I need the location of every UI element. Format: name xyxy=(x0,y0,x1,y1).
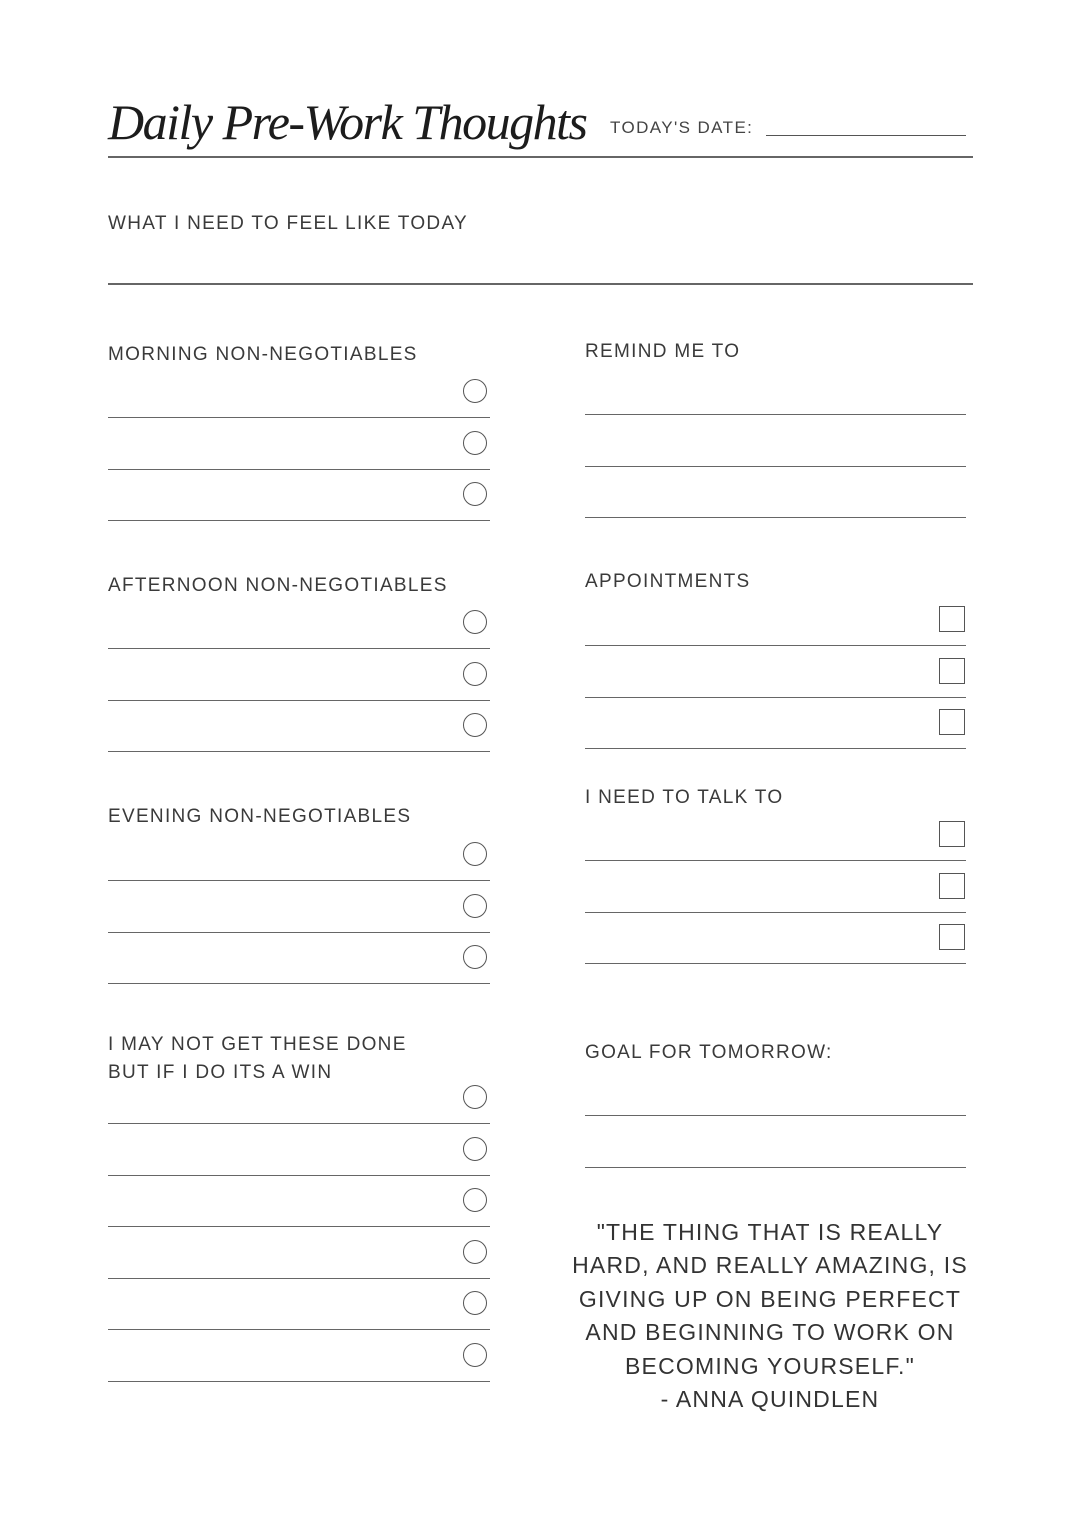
section-label-evening: EVENING NON-NEGOTIABLES xyxy=(108,806,412,827)
evening-line[interactable] xyxy=(108,932,490,933)
feel-today-label: WHAT I NEED TO FEEL LIKE TODAY xyxy=(108,213,468,234)
talk-line[interactable] xyxy=(585,963,966,964)
evening-line[interactable] xyxy=(108,983,490,984)
afternoon-line[interactable] xyxy=(108,648,490,649)
circle-checkbox-icon[interactable] xyxy=(463,713,487,737)
bonus-line[interactable] xyxy=(108,1123,490,1124)
remind-line[interactable] xyxy=(585,517,966,518)
morning-line[interactable] xyxy=(108,417,490,418)
checkbox-icon[interactable] xyxy=(939,709,965,735)
checkbox-icon[interactable] xyxy=(939,658,965,684)
morning-line[interactable] xyxy=(108,520,490,521)
circle-checkbox-icon[interactable] xyxy=(463,1240,487,1264)
section-label-appointments: APPOINTMENTS xyxy=(585,571,751,592)
appointments-line[interactable] xyxy=(585,697,966,698)
bonus-line[interactable] xyxy=(108,1226,490,1227)
remind-line[interactable] xyxy=(585,414,966,415)
circle-checkbox-icon[interactable] xyxy=(463,945,487,969)
section-label-morning: MORNING NON-NEGOTIABLES xyxy=(108,344,418,365)
remind-line[interactable] xyxy=(585,466,966,467)
talk-line[interactable] xyxy=(585,860,966,861)
checkbox-icon[interactable] xyxy=(939,606,965,632)
goal-line[interactable] xyxy=(585,1115,966,1116)
section-label-bonus: BUT IF I DO ITS A WIN xyxy=(108,1062,333,1083)
circle-checkbox-icon[interactable] xyxy=(463,894,487,918)
checkbox-icon[interactable] xyxy=(939,821,965,847)
quote xyxy=(560,1216,980,1416)
section-label-goal: GOAL FOR TOMORROW: xyxy=(585,1042,833,1063)
circle-checkbox-icon[interactable] xyxy=(463,1291,487,1315)
section-label-talk: I NEED TO TALK TO xyxy=(585,787,784,808)
bonus-line[interactable] xyxy=(108,1175,490,1176)
quote-line: "THE THING THAT IS REALLY xyxy=(596,1219,944,1245)
bonus-line[interactable] xyxy=(108,1278,490,1279)
goal-line[interactable] xyxy=(585,1167,966,1168)
circle-checkbox-icon[interactable] xyxy=(463,482,487,506)
circle-checkbox-icon[interactable] xyxy=(463,1085,487,1109)
talk-line[interactable] xyxy=(585,912,966,913)
quote-line: AND BEGINNING TO WORK ON xyxy=(585,1319,955,1346)
bonus-line[interactable] xyxy=(108,1381,490,1382)
page-title: Daily Pre-Work Thoughts xyxy=(108,94,587,150)
bonus-line[interactable] xyxy=(108,1329,490,1330)
todays-date-field[interactable] xyxy=(766,135,966,136)
morning-line[interactable] xyxy=(108,469,490,470)
quote-author: - ANNA QUINDLEN xyxy=(660,1386,880,1413)
checkbox-icon[interactable] xyxy=(939,873,965,899)
todays-date-label: TODAY'S DATE: xyxy=(610,118,754,137)
afternoon-line[interactable] xyxy=(108,751,490,752)
circle-checkbox-icon[interactable] xyxy=(463,842,487,866)
section-label-afternoon: AFTERNOON NON-NEGOTIABLES xyxy=(108,575,448,596)
section-label-bonus: I MAY NOT GET THESE DONE xyxy=(108,1034,407,1055)
appointments-line[interactable] xyxy=(585,748,966,749)
appointments-line[interactable] xyxy=(585,645,966,646)
circle-checkbox-icon[interactable] xyxy=(463,1137,487,1161)
evening-line[interactable] xyxy=(108,880,490,881)
circle-checkbox-icon[interactable] xyxy=(463,1188,487,1212)
feel-today-field[interactable] xyxy=(108,283,973,285)
section-label-remind: REMIND ME TO xyxy=(585,341,741,362)
quote-line: HARD, AND REALLY AMAZING, IS xyxy=(572,1252,968,1279)
circle-checkbox-icon[interactable] xyxy=(463,1343,487,1367)
circle-checkbox-icon[interactable] xyxy=(463,431,487,455)
afternoon-line[interactable] xyxy=(108,700,490,701)
quote-line: BECOMING YOURSELF." xyxy=(625,1352,915,1379)
header-divider xyxy=(108,156,973,158)
circle-checkbox-icon[interactable] xyxy=(463,610,487,634)
circle-checkbox-icon[interactable] xyxy=(463,379,487,403)
circle-checkbox-icon[interactable] xyxy=(463,662,487,686)
checkbox-icon[interactable] xyxy=(939,924,965,950)
quote-line: GIVING UP ON BEING PERFECT xyxy=(578,1285,962,1312)
